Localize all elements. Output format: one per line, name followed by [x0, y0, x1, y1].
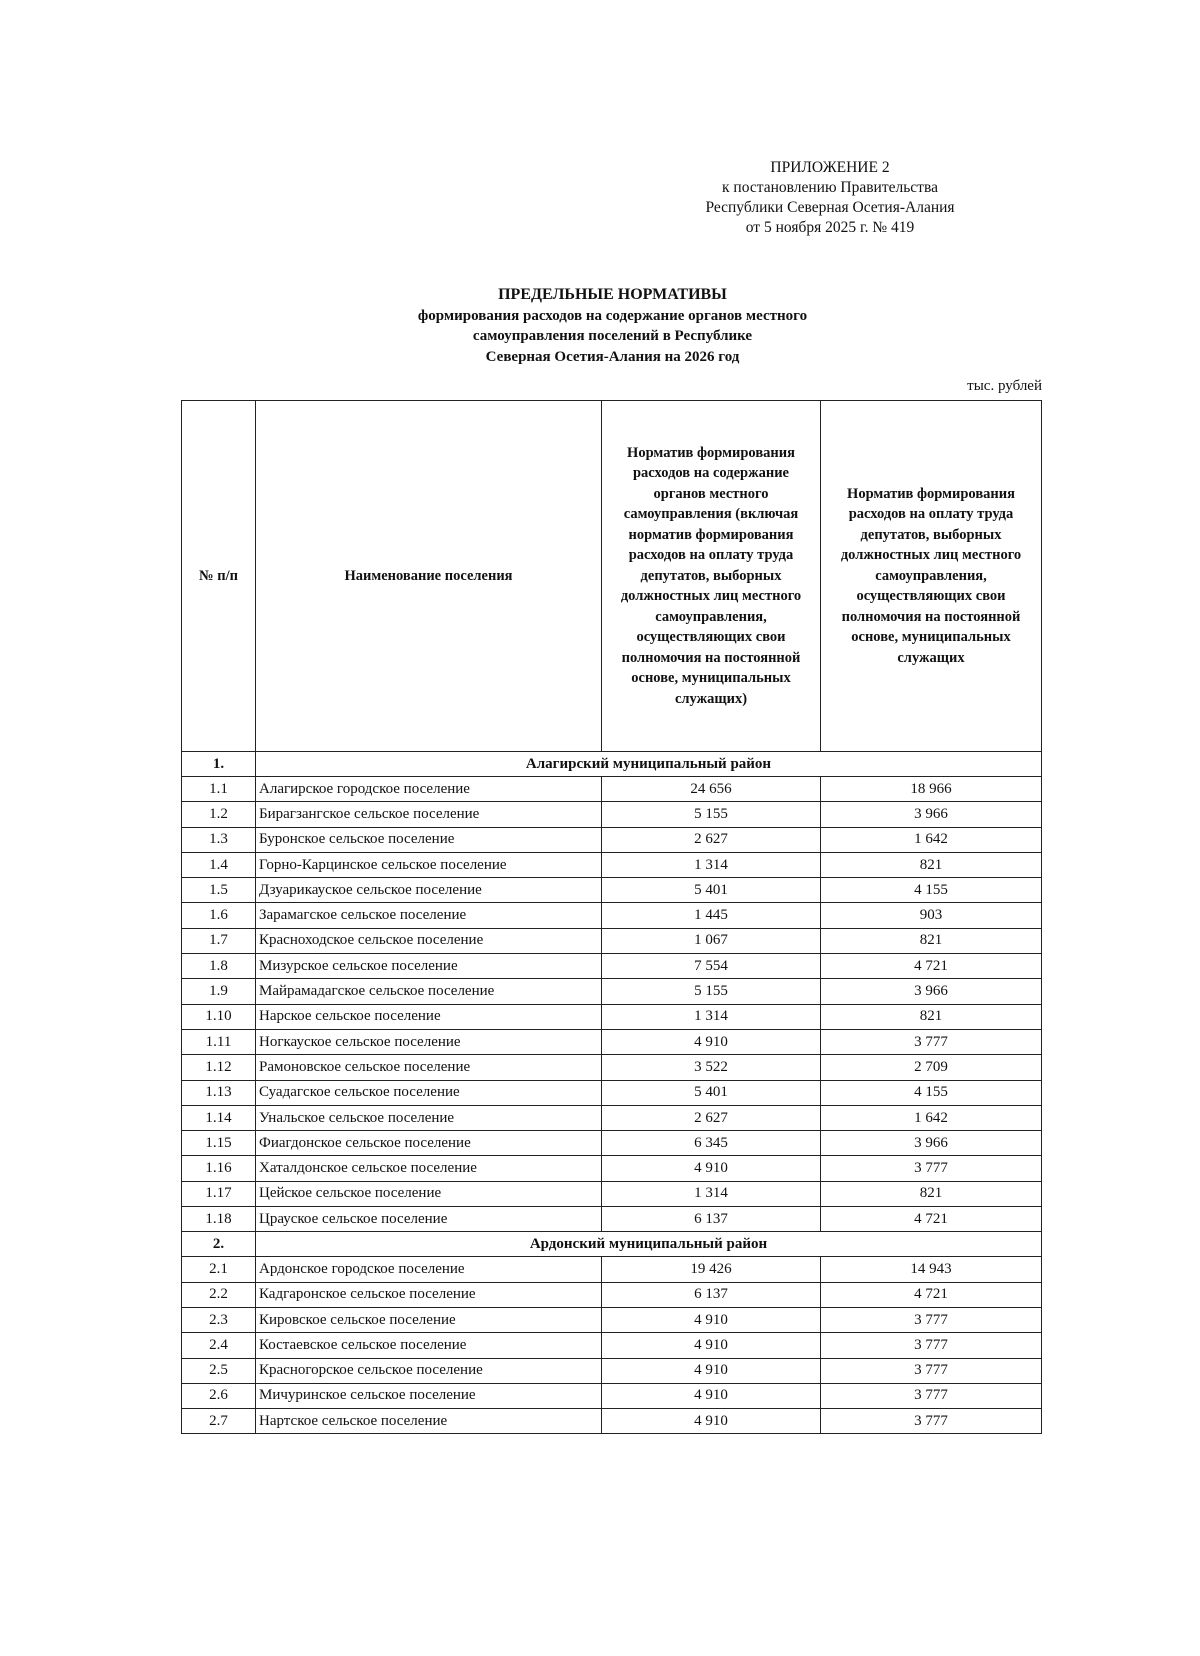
row-number: 2.3 — [182, 1307, 256, 1332]
maintenance-norm-value: 4 910 — [602, 1383, 821, 1408]
table-row — [182, 1207, 1042, 1232]
maintenance-norm-value: 7 554 — [602, 954, 821, 979]
maintenance-norm-value: 1 314 — [602, 1181, 821, 1206]
salary-norm-value: 903 — [821, 903, 1042, 928]
row-number: 2.5 — [182, 1358, 256, 1383]
settlement-name: Нарское сельское поселение — [256, 1004, 602, 1029]
table-row — [182, 802, 1042, 827]
maintenance-norm-value: 4 910 — [602, 1358, 821, 1383]
table-row — [182, 928, 1042, 953]
row-number: 1.18 — [182, 1207, 256, 1232]
settlement-name: Мизурское сельское поселение — [256, 954, 602, 979]
table-row — [182, 1080, 1042, 1105]
settlement-name: Кировское сельское поселение — [256, 1307, 602, 1332]
maintenance-norm-value: 4 910 — [602, 1029, 821, 1054]
row-number: 1.1 — [182, 777, 256, 802]
district-row — [182, 1232, 1042, 1257]
salary-norm-value: 3 777 — [821, 1156, 1042, 1181]
salary-norm-value: 821 — [821, 1181, 1042, 1206]
appendix-republic: Республики Северная Осетия-Алания — [705, 199, 955, 216]
table-row — [182, 1131, 1042, 1156]
maintenance-norm-value: 24 656 — [602, 777, 821, 802]
settlement-name: Хаталдонское сельское поселение — [256, 1156, 602, 1181]
table-row — [182, 1055, 1042, 1080]
salary-norm-value: 14 943 — [821, 1257, 1042, 1282]
salary-norm-value: 3 777 — [821, 1333, 1042, 1358]
settlement-name: Ардонское городское поселение — [256, 1257, 602, 1282]
settlement-name: Алагирское городское поселение — [256, 777, 602, 802]
row-number: 1.4 — [182, 852, 256, 877]
salary-norm-value: 3 777 — [821, 1029, 1042, 1054]
settlement-name: Мичуринское сельское поселение — [256, 1383, 602, 1408]
maintenance-norm-value: 5 155 — [602, 979, 821, 1004]
table-header-row — [182, 401, 1042, 752]
maintenance-norm-value: 4 910 — [602, 1307, 821, 1332]
settlement-name: Дзуарикауское сельское поселение — [256, 878, 602, 903]
salary-norm-value: 1 642 — [821, 827, 1042, 852]
settlement-name: Костаевское сельское поселение — [256, 1333, 602, 1358]
salary-norm-value: 4 155 — [821, 1080, 1042, 1105]
row-number: 1.6 — [182, 903, 256, 928]
settlement-name: Кадгаронское сельское поселение — [256, 1282, 602, 1307]
settlement-name: Горно-Карцинское сельское поселение — [256, 852, 602, 877]
maintenance-norm-value: 1 067 — [602, 928, 821, 953]
row-number: 2.4 — [182, 1333, 256, 1358]
appendix-number: ПРИЛОЖЕНИЕ 2 — [770, 159, 890, 176]
settlement-name: Унальское сельское поселение — [256, 1105, 602, 1130]
settlement-name: Майрамадагское сельское поселение — [256, 979, 602, 1004]
settlement-name: Бирагзангское сельское поселение — [256, 802, 602, 827]
table-row — [182, 1156, 1042, 1181]
district-number: 1. — [182, 752, 256, 777]
district-number: 2. — [182, 1232, 256, 1257]
row-number: 1.2 — [182, 802, 256, 827]
table-row — [182, 1307, 1042, 1332]
salary-norm-value: 4 155 — [821, 878, 1042, 903]
salary-norm-value: 4 721 — [821, 1282, 1042, 1307]
settlement-name: Ногкауское сельское поселение — [256, 1029, 602, 1054]
table-row — [182, 827, 1042, 852]
maintenance-norm-value: 4 910 — [602, 1333, 821, 1358]
maintenance-norm-value: 4 910 — [602, 1156, 821, 1181]
row-number: 1.9 — [182, 979, 256, 1004]
maintenance-norm-value: 1 445 — [602, 903, 821, 928]
settlement-name: Красногорское сельское поселение — [256, 1358, 602, 1383]
row-number: 1.7 — [182, 928, 256, 953]
settlement-name: Рамоновское сельское поселение — [256, 1055, 602, 1080]
table-row — [182, 1282, 1042, 1307]
header-maintenance-norm: Норматив формирования расходов на содержание органов местного самоуправления (включая норматив формирования расходов на оплату труда депутатов, выборных должностных лиц местного самоуправления, осуществляющих свои полномочия на постоянной основе, муниципальных служащих) — [602, 401, 821, 752]
settlement-name: Суадагское сельское поселение — [256, 1080, 602, 1105]
maintenance-norm-value: 3 522 — [602, 1055, 821, 1080]
table-row — [182, 1105, 1042, 1130]
row-number: 2.1 — [182, 1257, 256, 1282]
salary-norm-value: 3 777 — [821, 1358, 1042, 1383]
settlement-name: Цейское сельское поселение — [256, 1181, 602, 1206]
row-number: 1.15 — [182, 1131, 256, 1156]
maintenance-norm-value: 5 401 — [602, 878, 821, 903]
table-row — [182, 1333, 1042, 1358]
salary-norm-value: 3 966 — [821, 979, 1042, 1004]
table-row — [182, 878, 1042, 903]
salary-norm-value: 18 966 — [821, 777, 1042, 802]
maintenance-norm-value: 2 627 — [602, 827, 821, 852]
title-line-2: формирования расходов на содержание органов местного — [417, 307, 808, 324]
table-row — [182, 979, 1042, 1004]
maintenance-norm-value: 2 627 — [602, 1105, 821, 1130]
maintenance-norm-value: 6 137 — [602, 1207, 821, 1232]
appendix-resolution: к постановлению Правительства — [722, 179, 938, 196]
norms-table — [181, 400, 1042, 1434]
maintenance-norm-value: 6 345 — [602, 1131, 821, 1156]
maintenance-norm-value: 4 910 — [602, 1409, 821, 1434]
settlement-name: Буронское сельское поселение — [256, 827, 602, 852]
title-line-4: Северная Осетия-Алания на 2026 год — [485, 348, 740, 365]
salary-norm-value: 4 721 — [821, 954, 1042, 979]
row-number: 1.11 — [182, 1029, 256, 1054]
header-number: № п/п — [182, 401, 256, 752]
salary-norm-value: 821 — [821, 1004, 1042, 1029]
row-number: 1.14 — [182, 1105, 256, 1130]
salary-norm-value: 3 777 — [821, 1383, 1042, 1408]
maintenance-norm-value: 6 137 — [602, 1282, 821, 1307]
maintenance-norm-value: 1 314 — [602, 1004, 821, 1029]
units-label: тыс. рублей — [967, 378, 1042, 394]
appendix-date: от 5 ноября 2025 г. № 419 — [745, 219, 915, 236]
salary-norm-value: 3 777 — [821, 1409, 1042, 1434]
table-row — [182, 1029, 1042, 1054]
header-settlement-name: Наименование поселения — [256, 401, 602, 752]
title-line-1: ПРЕДЕЛЬНЫЕ НОРМАТИВЫ — [498, 286, 727, 303]
salary-norm-value: 1 642 — [821, 1105, 1042, 1130]
row-number: 1.8 — [182, 954, 256, 979]
header-salary-norm: Норматив формирования расходов на оплату труда депутатов, выборных должностных лиц местного самоуправления, осуществляющих свои полномочия на постоянной основе, муниципальных служащих — [821, 401, 1042, 752]
district-name: Ардонский муниципальный район — [256, 1232, 1042, 1257]
row-number: 1.5 — [182, 878, 256, 903]
settlement-name: Црауское сельское поселение — [256, 1207, 602, 1232]
maintenance-norm-value: 19 426 — [602, 1257, 821, 1282]
document-title — [340, 285, 885, 367]
row-number: 1.10 — [182, 1004, 256, 1029]
row-number: 2.7 — [182, 1409, 256, 1434]
district-name: Алагирский муниципальный район — [256, 752, 1042, 777]
salary-norm-value: 2 709 — [821, 1055, 1042, 1080]
table-row — [182, 1257, 1042, 1282]
salary-norm-value: 821 — [821, 852, 1042, 877]
row-number: 1.12 — [182, 1055, 256, 1080]
row-number: 1.3 — [182, 827, 256, 852]
salary-norm-value: 4 721 — [821, 1207, 1042, 1232]
salary-norm-value: 3 966 — [821, 802, 1042, 827]
maintenance-norm-value: 5 401 — [602, 1080, 821, 1105]
table-row — [182, 1181, 1042, 1206]
salary-norm-value: 3 966 — [821, 1131, 1042, 1156]
table-row — [182, 1409, 1042, 1434]
appendix-block — [660, 158, 1000, 238]
row-number: 1.13 — [182, 1080, 256, 1105]
table-row — [182, 1004, 1042, 1029]
table-row — [182, 954, 1042, 979]
settlement-name: Красноходское сельское поселение — [256, 928, 602, 953]
settlement-name: Зарамагское сельское поселение — [256, 903, 602, 928]
settlement-name: Нартское сельское поселение — [256, 1409, 602, 1434]
settlement-name: Фиагдонское сельское поселение — [256, 1131, 602, 1156]
row-number: 1.17 — [182, 1181, 256, 1206]
salary-norm-value: 821 — [821, 928, 1042, 953]
row-number: 1.16 — [182, 1156, 256, 1181]
row-number: 2.6 — [182, 1383, 256, 1408]
maintenance-norm-value: 1 314 — [602, 852, 821, 877]
table-row — [182, 1383, 1042, 1408]
salary-norm-value: 3 777 — [821, 1307, 1042, 1332]
table-row — [182, 1358, 1042, 1383]
table-row — [182, 777, 1042, 802]
row-number: 2.2 — [182, 1282, 256, 1307]
district-row — [182, 752, 1042, 777]
title-line-3: самоуправления поселений в Республике — [472, 328, 753, 344]
table-row — [182, 852, 1042, 877]
maintenance-norm-value: 5 155 — [602, 802, 821, 827]
table-row — [182, 903, 1042, 928]
